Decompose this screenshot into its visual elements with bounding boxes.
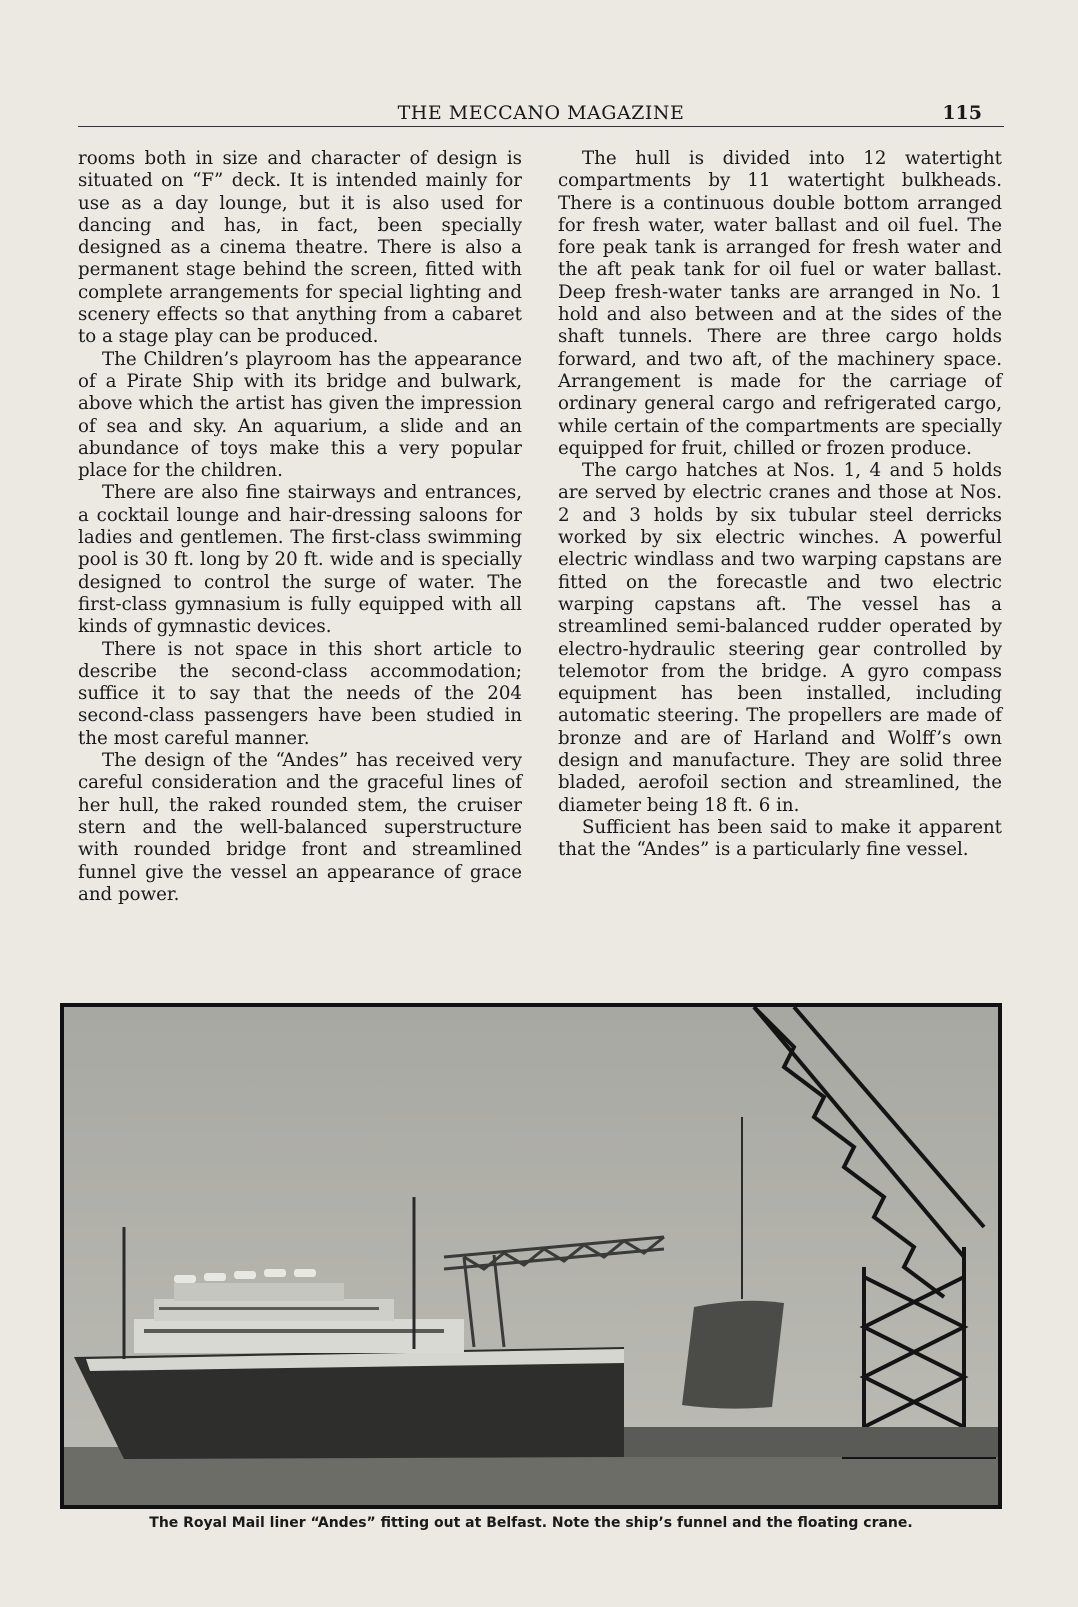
paragraph: rooms both in size and character of design is situated on “F” deck. It is intended mainly for use as a day lounge, but it is also used for dancing and has, in fact, been specially designed as a cinema theatre. There is also a permanent stage behind the screen, fitted with complete arrangements for special lighting and scenery effects so that anything from a cabaret to a stage play can be produced. (78, 148, 522, 348)
paragraph: The Children’s playroom has the appearance of a Pirate Ship with its bridge and bulwark, above which the artist has given the impression of sea and sky. An aquarium, a slide and an abundance of toys make this a very popular place for the children. (78, 348, 522, 482)
paragraph: The cargo hatches at Nos. 1, 4 and 5 holds are served by electric cranes and those at Nos. 2 and 3 holds by six tubular steel derricks worked by six electric winches. A powerful electric windlass and two warping capstans are fitted on the forecastle and two electric warping capstans aft. The vessel has a streamlined semi-balanced rudder operated by electro-hydraulic steering gear controlled by telemotor from the bridge. A gyro compass equipment has been installed, including automatic steering. The propellers are made of bronze and are of Harland and Wolff’s own design and manufacture. They are solid three bladed, aerofoil section and streamlined, the diameter being 18 ft. 6 in. (558, 460, 1002, 816)
paragraph: The hull is divided into 12 watertight compartments by 11 watertight bulkheads. There is a continuous double bottom arranged for fresh water, water ballast and oil fuel. The fore peak tank is arranged for fresh water and the aft peak tank for oil fuel or water ballast. Deep fresh-water tanks are arranged in No. 1 hold and also between and at the sides of the shaft tunnels. There are three cargo holds forward, and two aft, of the machinery space. Arrangement is made for the carriage of ordinary general cargo and refrigerated cargo, while certain of the compartments are specially equipped for fruit, chilled or frozen produce. (558, 148, 1002, 459)
page-number: 115 (942, 102, 982, 124)
photo-caption: The Royal Mail liner “Andes” fitting out at Belfast. Note the ship’s funnel and the floating crane. (149, 1515, 913, 1531)
right-column (558, 148, 1002, 862)
ship-photo (60, 1003, 1002, 1509)
left-column (78, 148, 522, 906)
paragraph: Sufficient has been said to make it apparent that the “Andes” is a particularly fine vessel. (558, 816, 1002, 861)
paragraph: There are also fine stairways and entrances, a cocktail lounge and hair-dressing saloons for ladies and gentlemen. The first-class swimming pool is 30 ft. long by 20 ft. wide and is specially designed to control the surge of water. The first-class gymnasium is fully equipped with all kinds of gymnastic devices. (78, 482, 522, 638)
paragraph: The design of the “Andes” has received very careful consideration and the graceful lines of her hull, the raked rounded stem, the cruiser stern and the well-balanced superstructure with rounded bridge front and streamlined funnel give the vessel an appearance of grace and power. (78, 750, 522, 905)
quay (624, 1427, 998, 1457)
page-header (78, 102, 1004, 127)
magazine-title: THE MECCANO MAGAZINE (397, 102, 685, 124)
ship-photo-illustration (64, 1007, 998, 1505)
paragraph: There is not space in this short article to describe the second-class accommodation; suffice it to say that the needs of the 204 second-class passengers have been studied in the most careful manner. (78, 638, 522, 749)
